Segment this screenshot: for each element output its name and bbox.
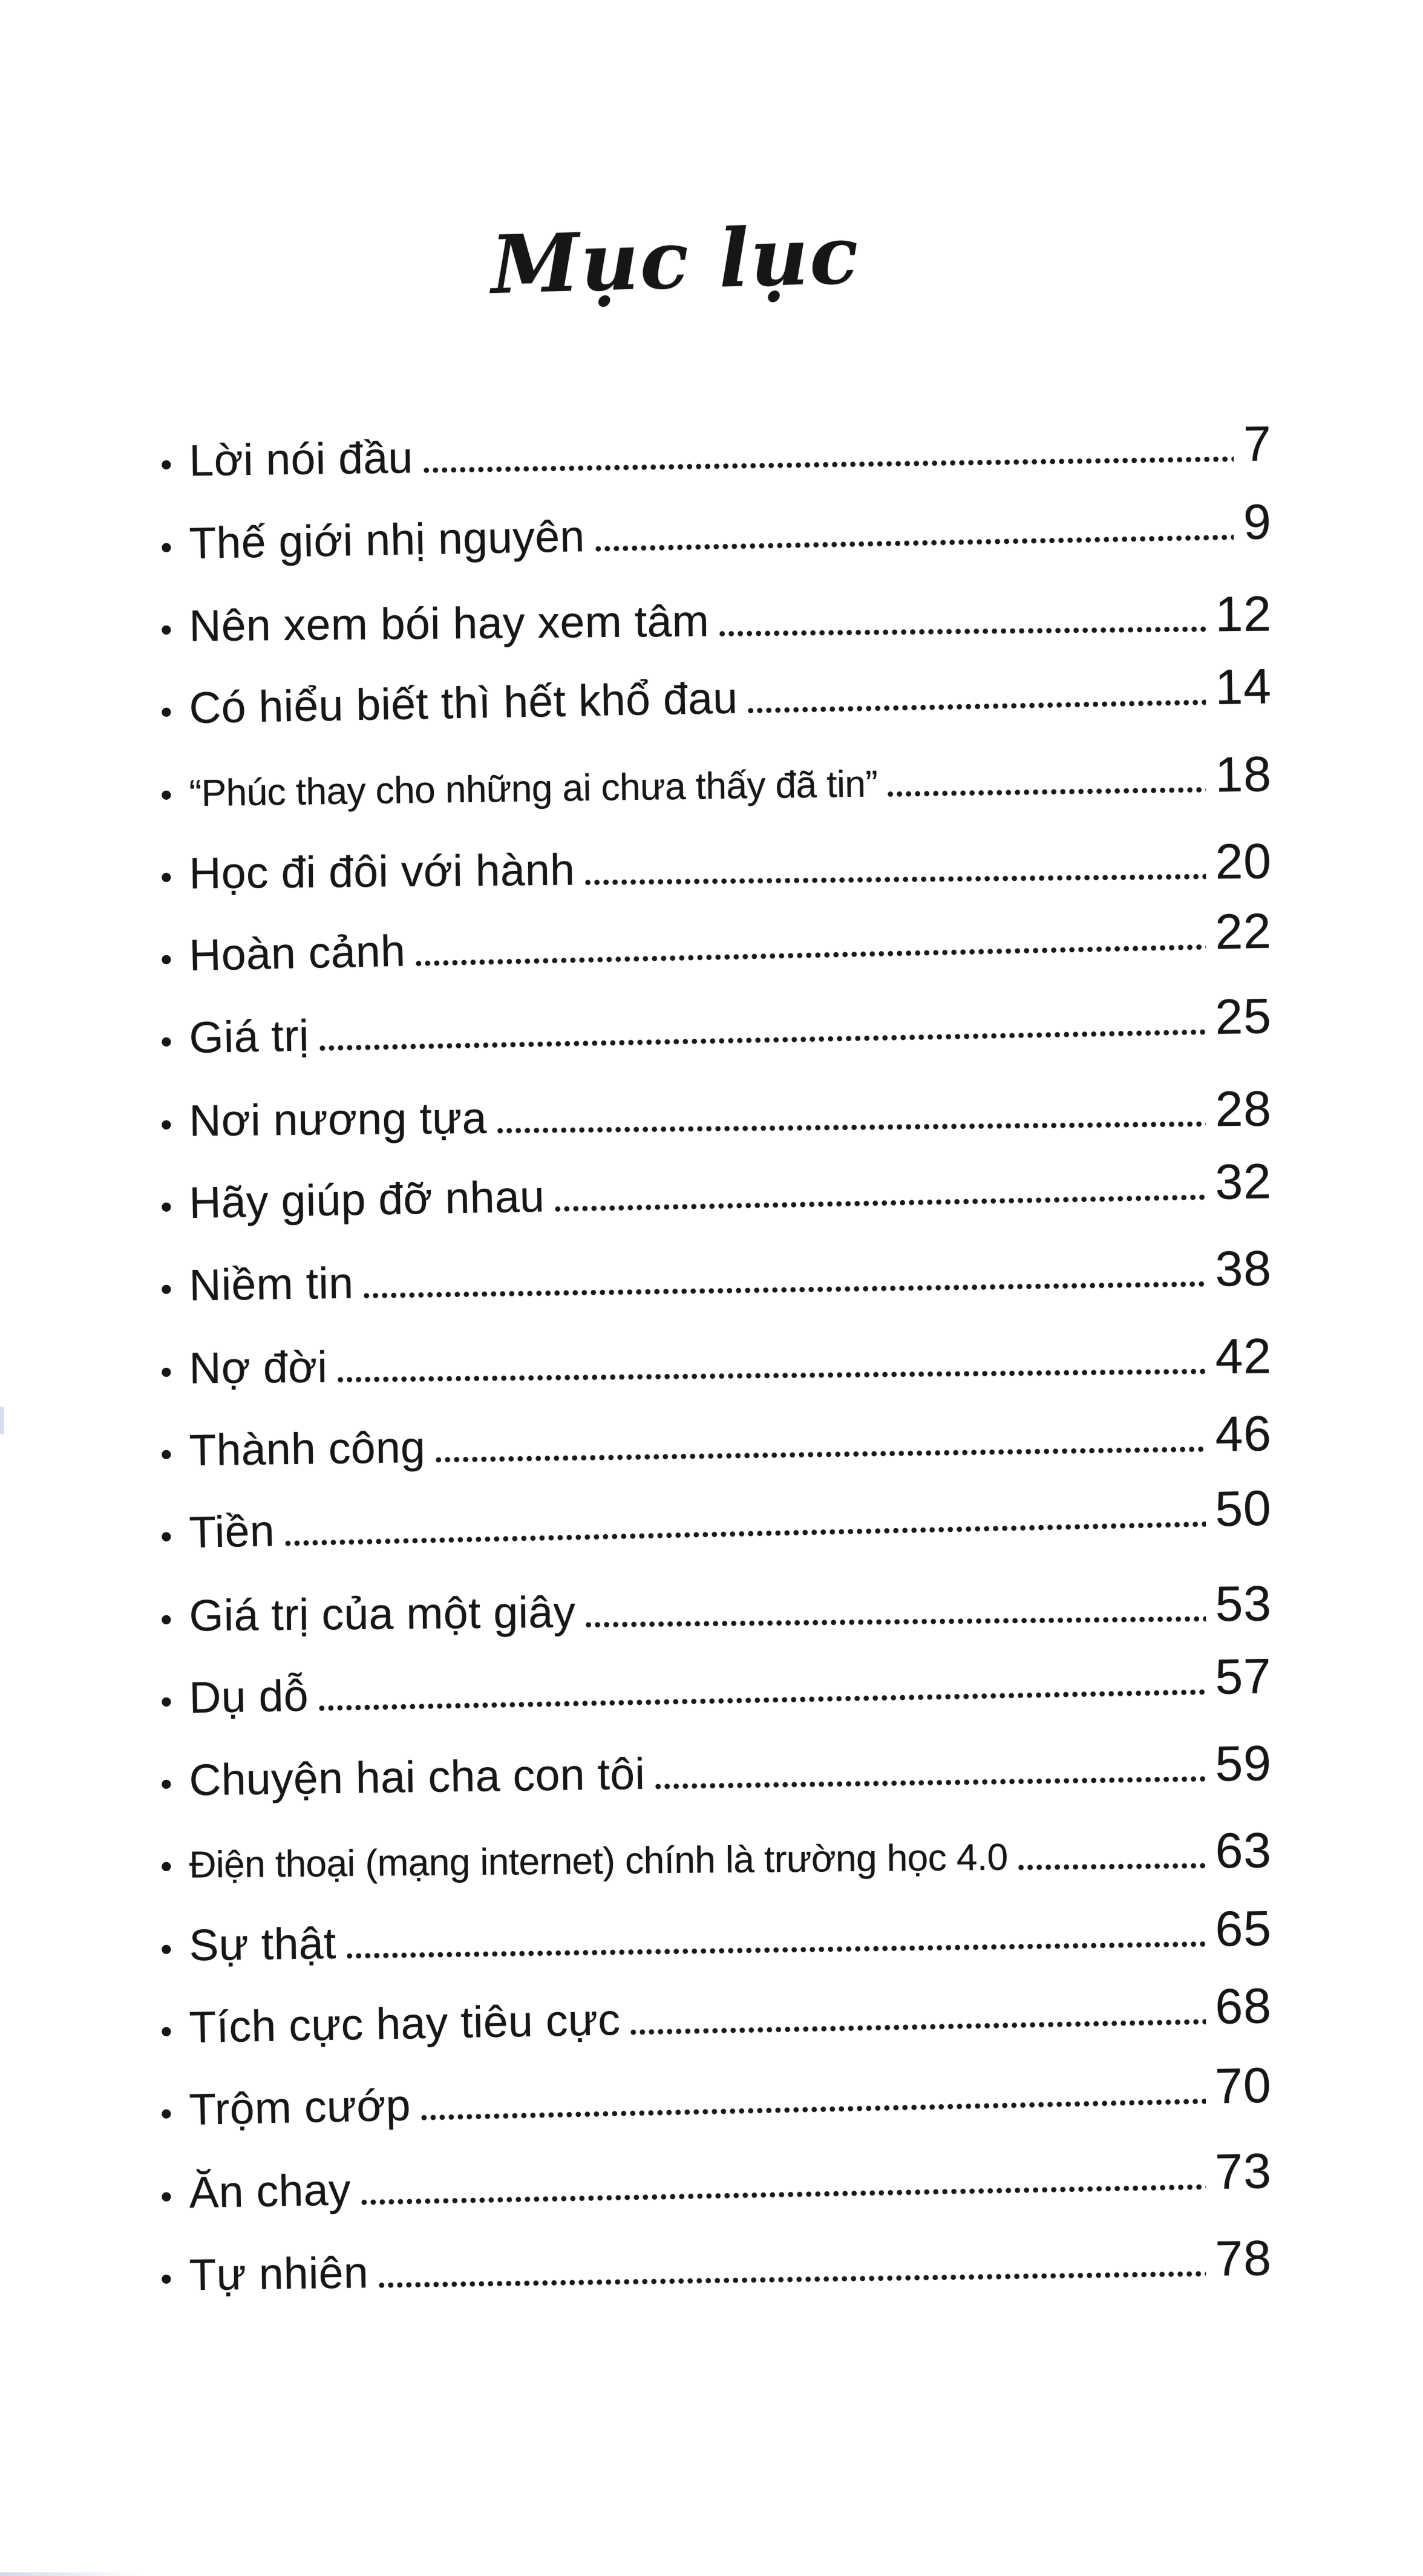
toc-entry-page: 14 — [1214, 659, 1272, 716]
dot-leader — [629, 2018, 1206, 2036]
toc-entry-label: Giá trị của một giây — [189, 1587, 576, 1641]
toc-entry-label: Tự nhiên — [189, 2248, 369, 2300]
bullet-icon: • — [160, 775, 173, 814]
toc-entry-label: Niềm tin — [189, 1258, 354, 1310]
toc-entry — [160, 1900, 1272, 1973]
dot-leader — [583, 872, 1206, 886]
toc-entry — [160, 416, 1272, 489]
dot-leader — [414, 943, 1206, 967]
toc-entry — [160, 1978, 1272, 2055]
toc-entry — [160, 1648, 1272, 1725]
toc-entry-page: 50 — [1214, 1480, 1272, 1537]
toc-entry-label: Nợ đời — [189, 1342, 328, 1393]
bullet-icon: • — [160, 1352, 172, 1391]
bullet-icon: • — [160, 1600, 172, 1638]
toc-entry — [160, 903, 1272, 984]
scan-artifact — [0, 2572, 139, 2576]
bullet-icon: • — [160, 940, 173, 979]
toc-entry-label: Điện thoại (mạng internet) chính là trường học 4.0 — [189, 1836, 1008, 1886]
toc-entry — [160, 1575, 1272, 1643]
bullet-icon: • — [160, 857, 172, 896]
toc-entry-label: Dụ dỗ — [188, 1671, 309, 1722]
bullet-icon: • — [160, 610, 172, 649]
toc-entry — [160, 2058, 1272, 2138]
toc-entry — [160, 1823, 1272, 1891]
bullet-icon: • — [160, 2012, 173, 2051]
toc-entry-label: Hãy giúp đỡ nhau — [188, 1172, 545, 1228]
toc-entry-page: 22 — [1214, 903, 1272, 960]
toc-entry — [160, 2230, 1272, 2303]
dot-leader — [1016, 1862, 1206, 1872]
toc-entry-label: Tích cực hay tiêu cực — [188, 1995, 621, 2053]
dot-leader — [283, 1520, 1206, 1548]
dot-leader — [584, 1615, 1206, 1629]
toc-page — [0, 208, 1423, 2576]
toc-entry-label: Tiền — [188, 1506, 275, 1558]
dot-leader — [317, 1688, 1206, 1712]
bullet-icon: • — [160, 2094, 173, 2133]
toc-entry-label: “Phúc thay cho những ai chưa thấy đã tin” — [189, 763, 878, 814]
bullet-icon: • — [160, 1434, 173, 1473]
toc-entry — [160, 586, 1272, 653]
dot-leader — [553, 1193, 1206, 1213]
toc-entry — [160, 746, 1272, 819]
toc-entry — [160, 833, 1272, 901]
bullet-icon: • — [160, 692, 173, 731]
dot-leader — [377, 2270, 1206, 2289]
toc-entry-page: 25 — [1214, 989, 1272, 1045]
toc-entry-label: Học đi đôi với hành — [189, 845, 575, 898]
toc-entry — [160, 1405, 1272, 1478]
dot-leader — [362, 1280, 1206, 1299]
toc-entry-page: 32 — [1214, 1154, 1272, 1211]
toc-entry-page: 53 — [1215, 1575, 1272, 1632]
toc-entry-label: Ăn chay — [188, 2165, 352, 2217]
bullet-icon: • — [160, 528, 173, 566]
dot-leader — [496, 1120, 1206, 1134]
dot-leader — [359, 2183, 1206, 2206]
toc-entry-page: 46 — [1214, 1406, 1272, 1462]
dot-leader — [422, 456, 1234, 475]
dot-leader — [318, 1028, 1206, 1053]
bullet-icon: • — [160, 1105, 172, 1143]
toc-entry-page: 7 — [1243, 416, 1272, 472]
toc-entry-label: Chuyện hai cha con tôi — [189, 1749, 646, 1805]
bullet-icon: • — [160, 2177, 173, 2215]
toc-entry-page: 78 — [1214, 2231, 1272, 2287]
dot-leader — [434, 1445, 1206, 1464]
toc-entry-label: Lời nói đầu — [189, 433, 414, 486]
toc-entry — [160, 1480, 1272, 1561]
bullet-icon: • — [160, 1682, 173, 1721]
toc-entry — [160, 1241, 1272, 1313]
bullet-icon: • — [160, 1187, 173, 1226]
toc-entry — [160, 1080, 1272, 1148]
toc-entry-page: 73 — [1214, 2143, 1272, 2200]
page-title: Mục lục — [489, 208, 861, 313]
dot-leader — [419, 2097, 1206, 2122]
dot-leader — [886, 785, 1206, 797]
toc-entry-page: 59 — [1214, 1736, 1272, 1792]
bullet-icon: • — [160, 1764, 173, 1803]
toc-list — [160, 416, 1272, 2303]
toc-entry-page: 68 — [1214, 1978, 1272, 2035]
toc-entry-page: 20 — [1215, 834, 1272, 890]
toc-entry — [160, 989, 1272, 1066]
toc-entry — [160, 2143, 1272, 2220]
bullet-icon: • — [160, 1270, 173, 1309]
bullet-icon: • — [160, 1847, 172, 1886]
toc-entry-page: 28 — [1215, 1081, 1272, 1137]
toc-entry — [160, 494, 1272, 571]
toc-entry-label: Có hiểu biết thì hết khổ đau — [188, 673, 739, 733]
toc-entry-page: 9 — [1243, 494, 1272, 550]
toc-entry — [160, 1735, 1272, 1808]
toc-entry-page: 12 — [1215, 586, 1272, 642]
bullet-icon: • — [160, 1517, 173, 1556]
bullet-icon: • — [160, 1929, 173, 1968]
toc-entry-label: Nơi nương tựa — [189, 1093, 488, 1146]
toc-entry-page: 42 — [1215, 1329, 1272, 1384]
toc-entry — [160, 659, 1272, 736]
toc-entry-label: Thành công — [189, 1422, 426, 1476]
toc-entry-label: Giá trị — [188, 1011, 310, 1063]
toc-entry-label: Thế giới nhị nguyên — [188, 511, 586, 568]
bullet-icon: • — [160, 2259, 173, 2298]
toc-entry-page: 38 — [1214, 1241, 1272, 1298]
bullet-icon: • — [160, 1022, 173, 1061]
toc-entry-page: 65 — [1214, 1901, 1272, 1957]
toc-entry-page: 18 — [1214, 746, 1272, 803]
dot-leader — [336, 1367, 1206, 1384]
toc-entry-page: 70 — [1214, 2058, 1272, 2114]
dot-leader — [718, 625, 1206, 638]
dot-leader — [594, 533, 1234, 552]
toc-entry-page: 63 — [1215, 1823, 1272, 1879]
toc-entry-page: 57 — [1214, 1649, 1272, 1705]
toc-entry-label: Hoàn cảnh — [188, 926, 407, 981]
toc-entry-label: Sự thật — [189, 1918, 337, 1970]
dot-leader — [653, 1775, 1206, 1791]
toc-entry — [160, 1328, 1272, 1396]
toc-entry-label: Nên xem bói hay xem tâm — [189, 597, 710, 651]
dot-leader — [747, 699, 1206, 715]
dot-leader — [345, 1940, 1206, 1960]
toc-entry-label: Trộm cướp — [188, 2081, 411, 2135]
scan-artifact — [0, 1407, 4, 1434]
bullet-icon: • — [160, 445, 173, 484]
toc-entry — [160, 1153, 1272, 1231]
